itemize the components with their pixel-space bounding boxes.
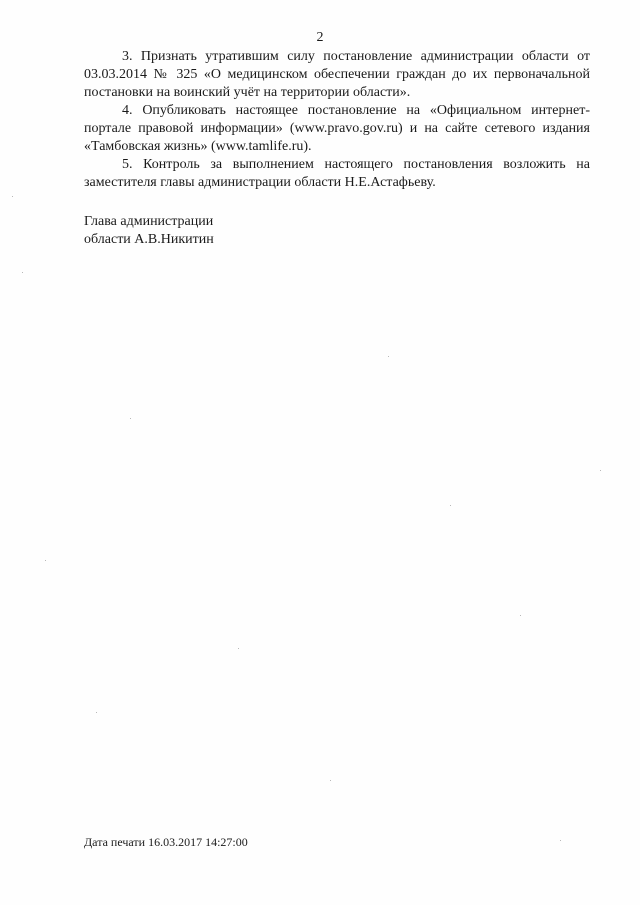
paragraph-5: 5. Контроль за выполнением настоящего постановления возложить на заместителя главы администрации области Н.Е.Астафьеву.	[84, 157, 590, 190]
paragraph-4: 4. Опубликовать настоящее постановление на «Официальном интернет-портале правовой информации» (www.pravo.gov.ru) и на сайте сетевого издания «Тамбовская жизнь» (www.tamlife.ru).	[84, 103, 590, 154]
scan-speck	[22, 272, 23, 273]
scan-speck	[238, 648, 239, 649]
scan-speck	[130, 418, 131, 419]
scan-speck	[330, 780, 331, 781]
scan-speck	[600, 470, 601, 471]
paragraph-3: 3. Признать утратившим силу постановление администрации области от 03.03.2014 № 325 «О медицинском обеспечении граждан до их первоначальной постановки на воинский учёт на территории области».	[84, 49, 590, 100]
signature-block	[84, 213, 214, 249]
signature-title: Глава администрации	[84, 214, 214, 229]
page-number: 2	[316, 30, 324, 45]
scan-speck	[388, 356, 389, 357]
scan-speck	[560, 840, 561, 841]
scan-speck	[45, 560, 46, 561]
scan-speck	[12, 196, 13, 197]
signature-name: области А.В.Никитин	[84, 232, 214, 247]
scan-speck	[450, 505, 451, 506]
print-date: Дата печати 16.03.2017 14:27:00	[84, 835, 248, 849]
scan-speck	[520, 615, 521, 616]
document-body	[84, 48, 590, 192]
scan-speck	[96, 712, 97, 713]
